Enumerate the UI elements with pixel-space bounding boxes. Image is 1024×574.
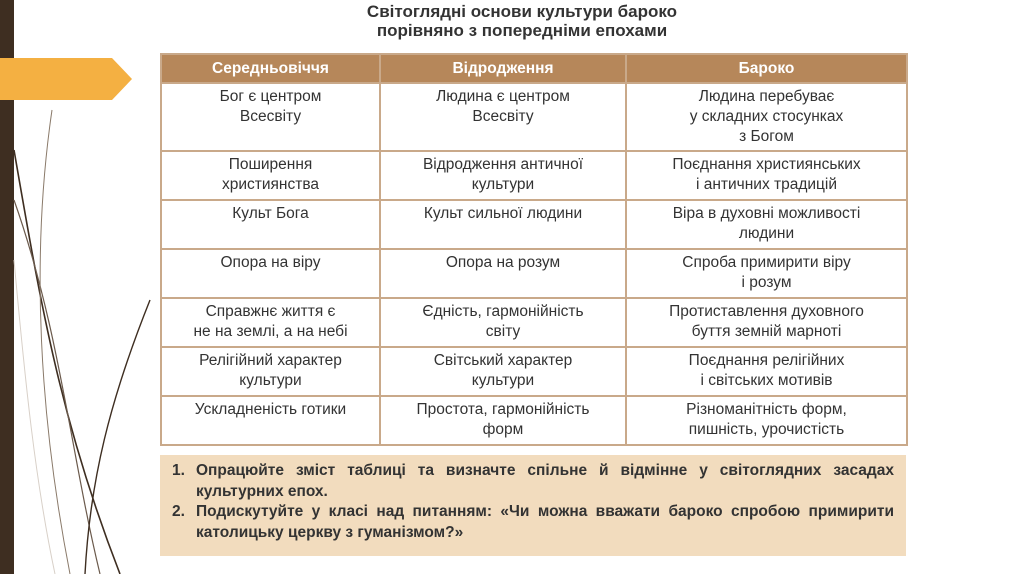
table-cell: [626, 200, 907, 249]
cell-line: культури: [471, 176, 535, 193]
table-cell: [380, 249, 626, 298]
table-cell: [626, 347, 907, 396]
table-cell: [626, 396, 907, 445]
question-number: 2.: [172, 503, 185, 520]
cell-line: християнства: [221, 176, 320, 193]
cell-line: пишність, урочистість: [688, 421, 845, 438]
column-header-renaissance: Відродження: [380, 54, 626, 83]
cell-line: у складних стосунках: [689, 108, 844, 125]
table-row: [161, 83, 907, 151]
cell-line: форм: [482, 421, 524, 438]
cell-line: Відродження античної: [422, 156, 584, 173]
table-row: [161, 151, 907, 200]
table-cell: [626, 151, 907, 200]
table-row: [161, 347, 907, 396]
cell-line: Культ сильної людини: [423, 205, 583, 222]
table-cell: [380, 396, 626, 445]
cell-line: Простота, гармонійність: [416, 401, 590, 418]
cell-line: Поєднання християнських: [672, 156, 861, 173]
accent-arrow-tab: [0, 58, 132, 100]
table-cell: [626, 298, 907, 347]
cell-line: Бог є центром: [219, 88, 322, 105]
question-item: [172, 461, 894, 502]
table-cell: [380, 200, 626, 249]
cell-line: Різноманітність форм,: [686, 401, 847, 418]
comparison-table-wrapper: [160, 53, 906, 446]
cell-line: не на землі, а на небі: [193, 323, 348, 340]
cell-line: людини: [738, 225, 795, 242]
cell-line: культури: [471, 372, 535, 389]
table-cell: [380, 298, 626, 347]
title-line-2: порівняно з попередніми епохами: [376, 21, 668, 40]
table-cell: [380, 83, 626, 151]
table-cell: [161, 200, 380, 249]
cell-line: буття земній марноті: [691, 323, 842, 340]
cell-line: з Богом: [739, 128, 794, 145]
column-header-baroque: Бароко: [626, 54, 907, 83]
table-row: [161, 396, 907, 445]
table-cell: [161, 249, 380, 298]
cell-line: Єдність, гармонійність: [422, 303, 584, 320]
column-header-middle-ages: Середньовіччя: [161, 54, 380, 83]
cell-line: Опора на розум: [445, 254, 561, 271]
cell-line: і розум: [741, 274, 792, 291]
cell-line: світу: [485, 323, 521, 340]
cell-line: Людина є центром: [436, 88, 570, 105]
table-cell: [161, 298, 380, 347]
table-cell: [380, 347, 626, 396]
table-row: [161, 298, 907, 347]
cell-line: Релігійний характер: [199, 352, 342, 369]
question-number: 1.: [172, 462, 185, 479]
table-cell: [161, 83, 380, 151]
question-text: Опрацюйте зміст таблиці та визначте спільне й відмінне у світоглядних засадах культурних епох.: [196, 462, 894, 500]
table-cell: [161, 151, 380, 200]
cell-line: Світський характер: [433, 352, 573, 369]
cell-line: Спроба примирити віру: [682, 254, 851, 271]
cell-line: Ускладненість готики: [194, 401, 347, 418]
cell-line: Культ Бога: [232, 205, 309, 222]
table-cell: [161, 347, 380, 396]
questions-box: [160, 455, 906, 556]
cell-line: Поширення: [228, 156, 313, 173]
cell-line: Всесвіту: [472, 108, 534, 125]
cell-line: Протиставлення духовного: [669, 303, 864, 320]
page-title: [330, 2, 714, 40]
question-item: [172, 502, 894, 543]
cell-line: Віра в духовні можливості: [672, 205, 861, 222]
question-text: Подискутуйте у класі над питанням: «Чи можна вважати бароко спробою примирити католицьку церкву з гуманізмом?»: [196, 503, 894, 541]
cell-line: і античних традицій: [695, 176, 838, 193]
table-cell: [161, 396, 380, 445]
cell-line: Справжнє життя є: [205, 303, 336, 320]
comparison-table: [160, 53, 908, 446]
table-row: [161, 249, 907, 298]
table-row: [161, 200, 907, 249]
cell-line: культури: [239, 372, 302, 389]
cell-line: Людина перебуває: [698, 88, 835, 105]
cell-line: і світських мотивів: [700, 372, 833, 389]
table-cell: [626, 83, 907, 151]
cell-line: Опора на віру: [220, 254, 321, 271]
table-cell: [626, 249, 907, 298]
cell-line: Всесвіту: [239, 108, 302, 125]
table-cell: [380, 151, 626, 200]
cell-line: Поєднання релігійних: [688, 352, 845, 369]
table-header-row: [161, 54, 907, 83]
title-line-1: Світоглядні основи культури бароко: [366, 2, 678, 21]
